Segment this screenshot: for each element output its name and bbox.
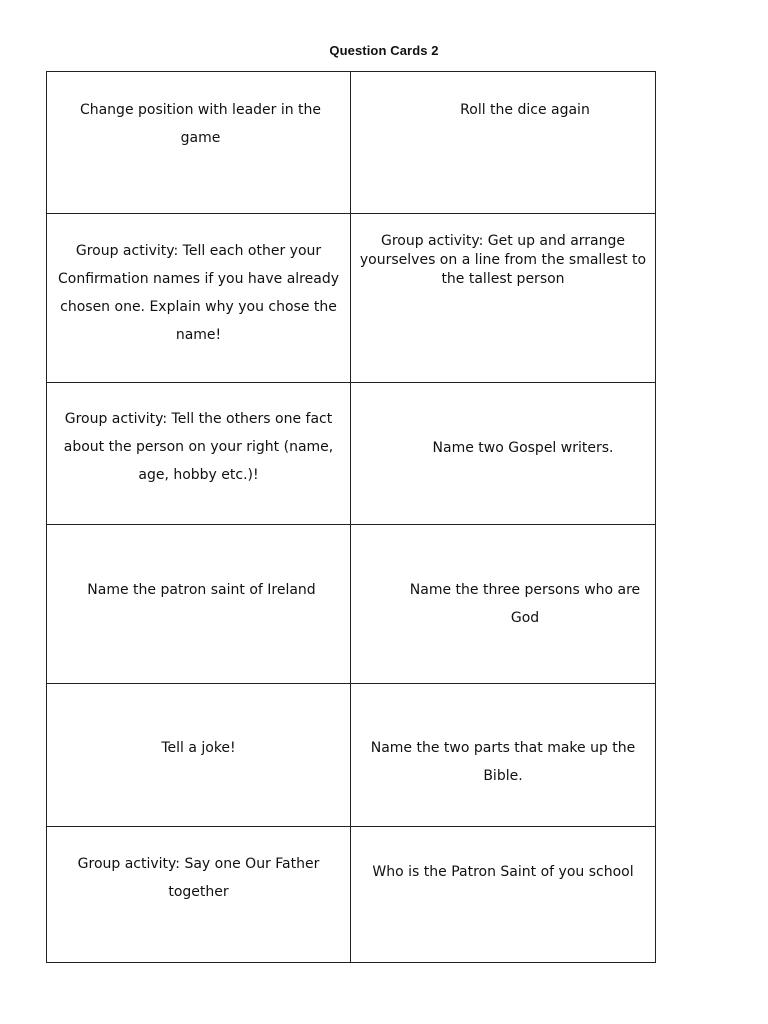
question-cards-table <box>46 71 656 963</box>
card-text: Tell a joke! <box>161 740 236 756</box>
card-text: Group activity: Tell the others one fact about the person on your right (name, age, hobby etc.)! <box>63 411 334 483</box>
question-card <box>351 684 656 827</box>
card-text: Group activity: Tell each other your Confirmation names if you have already chosen one. Explain why you chose the name! <box>58 243 339 343</box>
card-text: Name the patron saint of Ireland <box>87 582 316 598</box>
card-row <box>47 72 656 214</box>
card-text: Group activity: Say one Our Father together <box>77 856 320 900</box>
card-text: Name the two parts that make up the Bible. <box>370 740 636 784</box>
card-text: Who is the Patron Saint of you school <box>372 864 634 880</box>
card-row <box>47 383 656 525</box>
card-text: Change position with leader in the game <box>79 102 322 146</box>
question-card <box>47 827 351 963</box>
question-card <box>47 72 351 214</box>
question-card <box>47 684 351 827</box>
card-text: Roll the dice again <box>460 102 590 118</box>
card-row <box>47 525 656 684</box>
card-row <box>47 214 656 383</box>
question-card <box>351 827 656 963</box>
question-card <box>351 214 656 383</box>
card-row <box>47 684 656 827</box>
question-card <box>351 72 656 214</box>
page-title: Question Cards 2 <box>329 43 439 58</box>
question-card <box>47 383 351 525</box>
question-card <box>351 525 656 684</box>
question-card <box>47 525 351 684</box>
card-text: Group activity: Get up and arrange yourselves on a line from the smallest to the tallest person <box>359 233 647 287</box>
card-text: Name two Gospel writers. <box>432 440 614 456</box>
card-text: Name the three persons who are God <box>409 582 641 626</box>
question-card <box>47 214 351 383</box>
question-card <box>351 383 656 525</box>
card-row <box>47 827 656 963</box>
